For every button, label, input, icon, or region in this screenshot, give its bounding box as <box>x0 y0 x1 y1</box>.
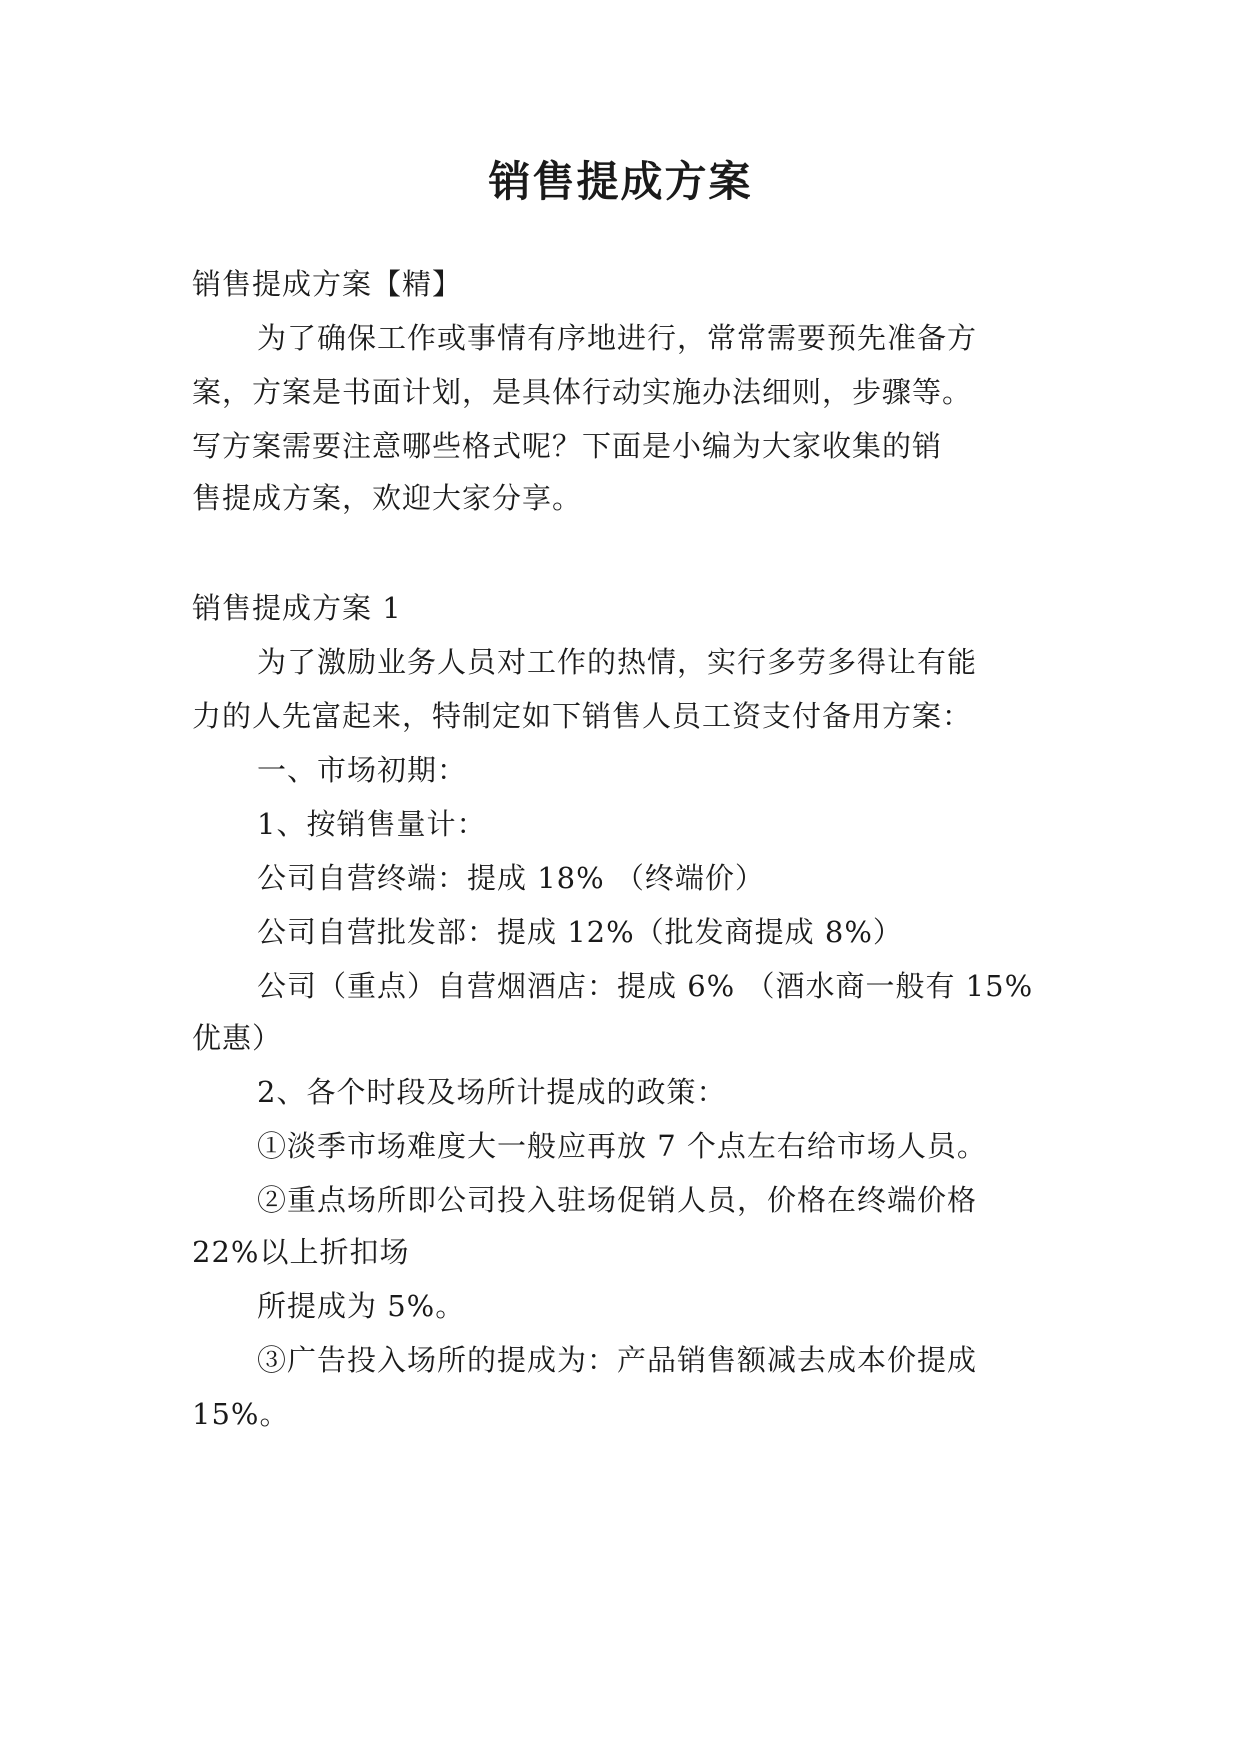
intro-line-4: 售提成方案，欢迎大家分享。 <box>192 481 583 515</box>
body-line-1: 为了激励业务人员对工作的热情，实行多劳多得让有能 <box>257 645 978 679</box>
intro-line-2: 案，方案是书面计划，是具体行动实施办法细则，步骤等。 <box>192 375 973 409</box>
item-by-sales-volume: 1、按销售量计： <box>257 807 487 841</box>
intro-line-1: 为了确保工作或事情有序地进行，常常需要预先准备方 <box>257 321 978 355</box>
item-tobacco-store-continued: 优惠） <box>192 1021 283 1055</box>
body-line-2: 力的人先富起来，特制定如下销售人员工资支付备用方案： <box>192 699 973 733</box>
document-title: 销售提成方案 <box>488 157 753 206</box>
item-key-venues-continued: 22%以上折扣场 <box>192 1235 410 1269</box>
item-ad-venues-rate: 15%。 <box>192 1397 290 1431</box>
subtitle-line: 销售提成方案【精】 <box>192 267 463 301</box>
item-ad-venues: ③广告投入场所的提成为：产品销售额减去成本价提成 <box>257 1343 978 1377</box>
item-off-season: ①淡季市场难度大一般应再放 7 个点左右给市场人员。 <box>257 1129 987 1163</box>
item-key-venues: ②重点场所即公司投入驻场促销人员，价格在终端价格 <box>257 1183 978 1217</box>
item-key-venues-rate: 所提成为 5%。 <box>257 1289 466 1323</box>
item-terminal-commission: 公司自营终端：提成 18% （终端价） <box>257 861 765 895</box>
section-heading-1: 销售提成方案 1 <box>192 591 402 625</box>
intro-line-3: 写方案需要注意哪些格式呢？下面是小编为大家收集的销 <box>192 429 943 463</box>
item-period-policy: 2、各个时段及场所计提成的政策： <box>257 1075 727 1109</box>
item-market-initial: 一、市场初期： <box>257 753 468 787</box>
item-wholesale-commission: 公司自营批发部：提成 12%（批发商提成 8%） <box>257 915 903 949</box>
item-tobacco-store-commission: 公司（重点）自营烟酒店：提成 6% （酒水商一般有 15% <box>257 969 1034 1003</box>
